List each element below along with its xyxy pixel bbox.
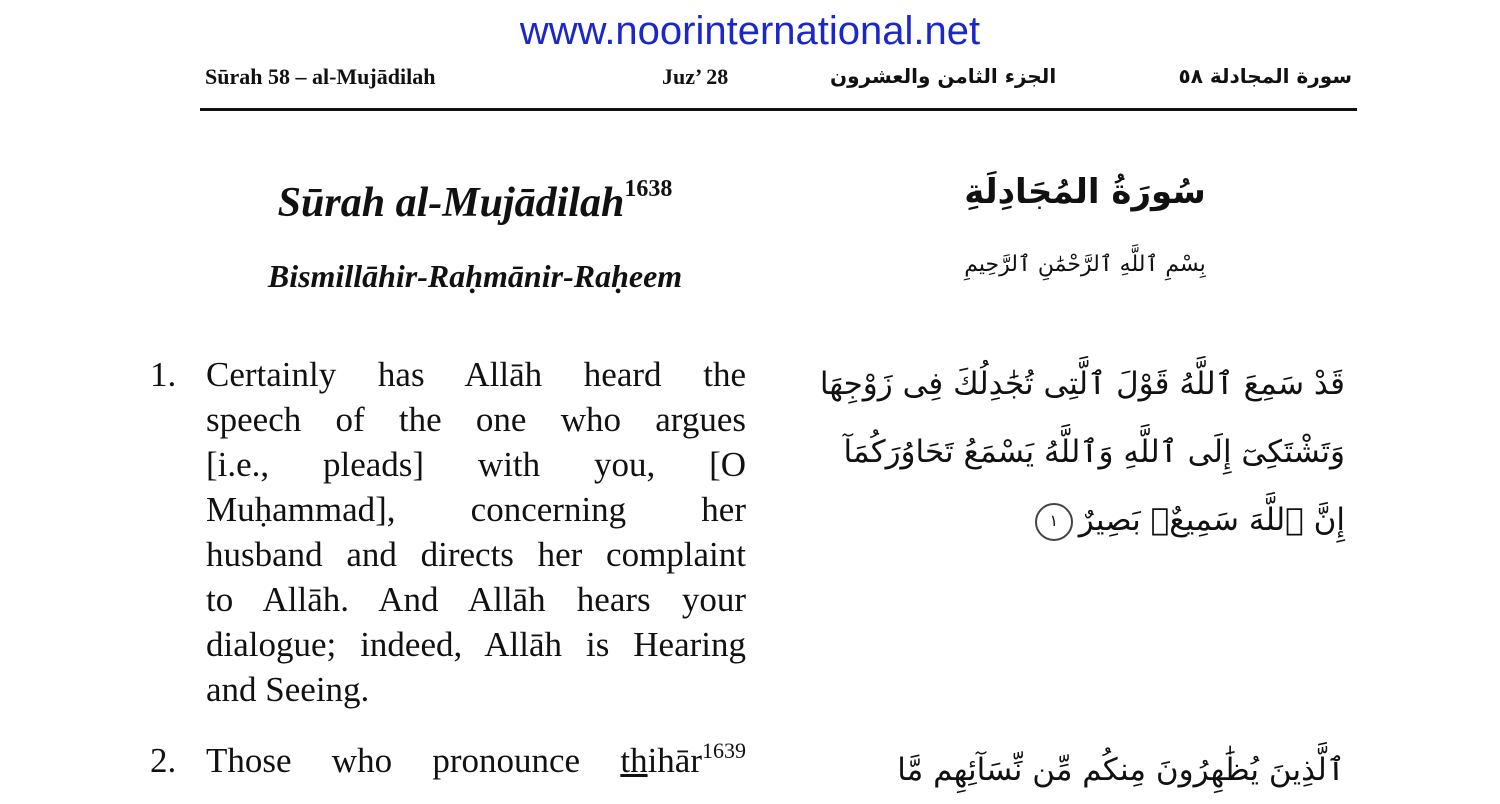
site-url-link[interactable]: www.noorinternational.net (519, 9, 981, 53)
verse-1-line-5: husband and directs her complaint (206, 535, 746, 574)
verse-1-line-1: Certainly has Allāh heard the (206, 355, 746, 394)
verse-1-arabic (800, 350, 1345, 554)
footnote-ref-1639[interactable]: 1639 (702, 738, 746, 763)
verse-number-1: 1. (150, 355, 177, 394)
verse-1-line-7: dialogue; indeed, Allāh is Hearing (206, 625, 746, 664)
verse-1-arabic-line-3-text: إِنَّ ٱللَّهَ سَمِيعٌۢ بَصِيرٌ (1078, 502, 1345, 538)
verse-1-arabic-line-3 (800, 486, 1345, 554)
verse-1-english (206, 352, 746, 712)
footnote-ref-1638[interactable]: 1638 (624, 176, 673, 202)
surah-title-arabic: سُورَةُ المُجَادِلَةِ (964, 172, 1206, 212)
header-juz-english: Juz’ 28 (662, 64, 729, 89)
header-surah-english: Sūrah 58 – al-Mujādilah (205, 64, 436, 89)
bismillah-english: Bismillāhir-Raḥmānir-Raḥeem (267, 258, 683, 294)
verse-number-2: 2. (150, 741, 177, 780)
verse-2-english (206, 738, 746, 783)
verse-2-term (620, 738, 746, 780)
verse-1-line-2: speech of the one who argues (206, 400, 746, 439)
verse-1-line-3: [i.e., pleads] with you, [O (206, 445, 746, 484)
verse-2-arabic (800, 736, 1345, 804)
verse-1-line-8: and Seeing. (206, 670, 370, 709)
header-juz-arabic: الجزء الثامن والعشرون (830, 64, 1057, 88)
header-surah-arabic: سورة المجادلة ٥٨ (1178, 64, 1352, 88)
surah-title-english (200, 176, 750, 227)
verse-2-arabic-line-1: ٱلَّذِينَ يُظَٰهِرُونَ مِنكُم مِّن نِّسَآئِهِم مَّا (897, 752, 1345, 788)
term-underlined-part: th (620, 741, 648, 780)
verse-1-arabic-line-1: قَدْ سَمِعَ ٱللَّهُ قَوْلَ ٱلَّتِى تُجَٰدِلُكَ فِى زَوْجِهَا (819, 366, 1345, 402)
running-header (200, 60, 1357, 111)
term-rest: ihār (647, 741, 702, 780)
verse-1-arabic-line-2: وَتَشْتَكِىٓ إِلَى ٱللَّهِ وَٱللَّهُ يَسْمَعُ تَحَاوُرَكُمَآ (843, 434, 1345, 470)
ayah-number-marker: ١ (1035, 503, 1073, 541)
verse-2-line-1 (206, 738, 746, 783)
verse-1-line-6: to Allāh. And Allāh hears your (206, 580, 746, 619)
verse-2-prefix: Those who pronounce (206, 741, 621, 780)
verse-1-line-4: Muḥammad], concerning her (206, 490, 746, 529)
bismillah-arabic: بِسْمِ ٱللَّهِ ٱلرَّحْمَٰنِ ٱلرَّحِيمِ (964, 252, 1206, 277)
surah-title-text: Sūrah al-Mujādilah (277, 180, 625, 226)
